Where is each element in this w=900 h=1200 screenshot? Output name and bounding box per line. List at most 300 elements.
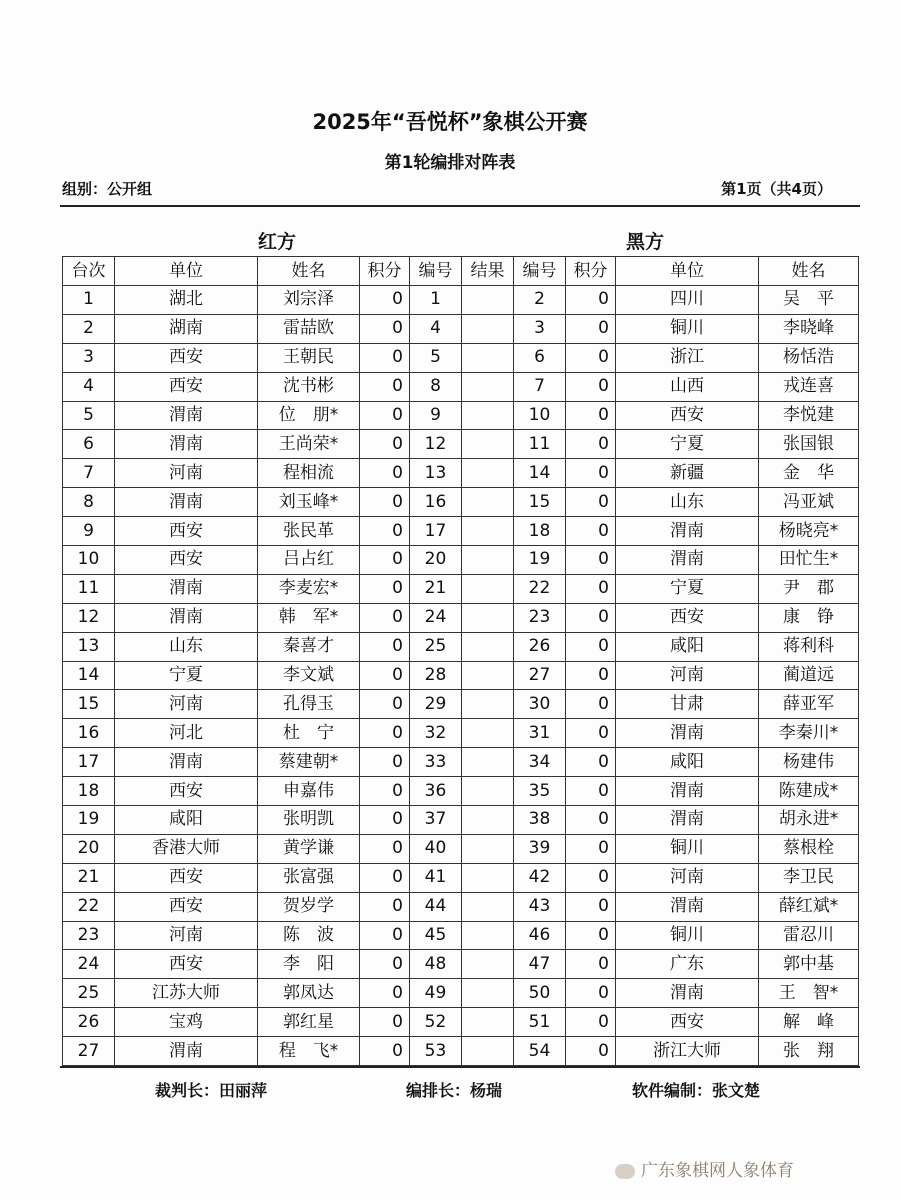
- cell-table-no: 7: [63, 459, 115, 488]
- cell-black-score: 0: [566, 719, 616, 748]
- cell-red-id: 16: [410, 488, 462, 517]
- cell-black-id: 42: [514, 863, 566, 892]
- cell-black-id: 35: [514, 777, 566, 806]
- cell-black-name: 李悦建: [759, 401, 859, 430]
- cell-red-name: 贺岁学: [258, 892, 360, 921]
- cell-black-unit: 宁夏: [616, 430, 759, 459]
- cell-result[interactable]: [462, 430, 514, 459]
- cell-black-id: 14: [514, 459, 566, 488]
- cell-black-score: 0: [566, 921, 616, 950]
- cell-black-id: 3: [514, 314, 566, 343]
- table-row: [63, 1008, 859, 1037]
- cell-black-unit: 浙江: [616, 343, 759, 372]
- table-row: [63, 661, 859, 690]
- cell-black-unit: 咸阳: [616, 632, 759, 661]
- cell-table-no: 6: [63, 430, 115, 459]
- cell-result[interactable]: [462, 459, 514, 488]
- cell-black-name: 金 华: [759, 459, 859, 488]
- cell-black-unit: 西安: [616, 1008, 759, 1037]
- cell-black-unit: 渭南: [616, 979, 759, 1008]
- cell-black-name: 薛亚军: [759, 690, 859, 719]
- cell-black-id: 2: [514, 286, 566, 315]
- cell-black-id: 47: [514, 950, 566, 979]
- cell-black-unit: 宁夏: [616, 574, 759, 603]
- cell-result[interactable]: [462, 950, 514, 979]
- cell-red-unit: 河南: [115, 921, 258, 950]
- cell-red-unit: 西安: [115, 546, 258, 575]
- wechat-icon: [615, 1164, 635, 1179]
- cell-black-score: 0: [566, 1008, 616, 1037]
- cell-black-unit: 渭南: [616, 517, 759, 546]
- cell-red-id: 9: [410, 401, 462, 430]
- cell-black-unit: 渭南: [616, 777, 759, 806]
- cell-red-id: 40: [410, 834, 462, 863]
- cell-table-no: 10: [63, 546, 115, 575]
- cell-table-no: 20: [63, 834, 115, 863]
- cell-red-unit: 宝鸡: [115, 1008, 258, 1037]
- cell-table-no: 4: [63, 372, 115, 401]
- table-row: [63, 690, 859, 719]
- col-header-black-unit: 单位: [616, 257, 759, 286]
- cell-black-id: 19: [514, 546, 566, 575]
- cell-black-name: 胡永进*: [759, 806, 859, 835]
- cell-black-unit: 山西: [616, 372, 759, 401]
- cell-result[interactable]: [462, 343, 514, 372]
- cell-black-name: 蔡根栓: [759, 834, 859, 863]
- cell-black-unit: 铜川: [616, 921, 759, 950]
- table-row: [63, 719, 859, 748]
- cell-result[interactable]: [462, 488, 514, 517]
- cell-red-id: 36: [410, 777, 462, 806]
- cell-black-name: 戎连喜: [759, 372, 859, 401]
- cell-result[interactable]: [462, 603, 514, 632]
- table-row: [63, 892, 859, 921]
- cell-black-unit: 甘肃: [616, 690, 759, 719]
- page-title: 2025年“吾悦杯”象棋公开赛: [312, 110, 588, 134]
- table-row: [63, 546, 859, 575]
- cell-red-score: 0: [360, 517, 410, 546]
- cell-red-score: 0: [360, 834, 410, 863]
- cell-red-name: 陈 波: [258, 921, 360, 950]
- cell-black-id: 6: [514, 343, 566, 372]
- cell-red-score: 0: [360, 372, 410, 401]
- cell-table-no: 23: [63, 921, 115, 950]
- cell-table-no: 1: [63, 286, 115, 315]
- cell-black-id: 11: [514, 430, 566, 459]
- cell-black-score: 0: [566, 401, 616, 430]
- chief-referee: 裁判长：田丽萍: [155, 1081, 268, 1100]
- cell-red-score: 0: [360, 806, 410, 835]
- page-subtitle: 第1轮编排对阵表: [384, 153, 516, 173]
- cell-red-unit: 河北: [115, 719, 258, 748]
- cell-red-score: 0: [360, 892, 410, 921]
- cell-result[interactable]: [462, 719, 514, 748]
- cell-black-id: 31: [514, 719, 566, 748]
- table-row: [63, 979, 859, 1008]
- cell-black-id: 34: [514, 748, 566, 777]
- cell-table-no: 3: [63, 343, 115, 372]
- cell-red-name: 沈书彬: [258, 372, 360, 401]
- table-row: [63, 430, 859, 459]
- cell-red-id: 21: [410, 574, 462, 603]
- cell-red-name: 程相流: [258, 459, 360, 488]
- cell-table-no: 19: [63, 806, 115, 835]
- cell-black-unit: 新疆: [616, 459, 759, 488]
- cell-black-name: 杨晓亮*: [759, 517, 859, 546]
- table-row: [63, 777, 859, 806]
- cell-black-name: 张国银: [759, 430, 859, 459]
- cell-black-score: 0: [566, 603, 616, 632]
- cell-red-name: 孔得玉: [258, 690, 360, 719]
- cell-black-id: 22: [514, 574, 566, 603]
- cell-result[interactable]: [462, 892, 514, 921]
- cell-red-unit: 西安: [115, 343, 258, 372]
- cell-black-unit: 渭南: [616, 546, 759, 575]
- cell-red-name: 蔡建朝*: [258, 748, 360, 777]
- cell-red-unit: 咸阳: [115, 806, 258, 835]
- cell-black-name: 吴 平: [759, 286, 859, 315]
- cell-red-name: 吕占红: [258, 546, 360, 575]
- col-header-red-name: 姓名: [258, 257, 360, 286]
- cell-black-score: 0: [566, 979, 616, 1008]
- cell-table-no: 17: [63, 748, 115, 777]
- cell-table-no: 2: [63, 314, 115, 343]
- cell-black-score: 0: [566, 632, 616, 661]
- cell-red-id: 25: [410, 632, 462, 661]
- cell-red-score: 0: [360, 401, 410, 430]
- cell-result[interactable]: [462, 314, 514, 343]
- page-info: 第1页（共4页）: [721, 180, 832, 198]
- cell-red-id: 32: [410, 719, 462, 748]
- cell-red-id: 52: [410, 1008, 462, 1037]
- cell-red-name: 刘玉峰*: [258, 488, 360, 517]
- cell-red-unit: 渭南: [115, 488, 258, 517]
- cell-table-no: 16: [63, 719, 115, 748]
- cell-table-no: 11: [63, 574, 115, 603]
- col-header-table-no: 台次: [63, 257, 115, 286]
- cell-red-score: 0: [360, 1008, 410, 1037]
- table-row: [63, 921, 859, 950]
- cell-result[interactable]: [462, 863, 514, 892]
- cell-red-id: 8: [410, 372, 462, 401]
- cell-black-id: 51: [514, 1008, 566, 1037]
- cell-black-score: 0: [566, 892, 616, 921]
- cell-table-no: 5: [63, 401, 115, 430]
- cell-red-name: 郭凤达: [258, 979, 360, 1008]
- cell-black-score: 0: [566, 748, 616, 777]
- cell-red-score: 0: [360, 488, 410, 517]
- cell-red-unit: 香港大师: [115, 834, 258, 863]
- cell-red-score: 0: [360, 603, 410, 632]
- cell-black-name: 李晓峰: [759, 314, 859, 343]
- cell-result[interactable]: [462, 777, 514, 806]
- cell-red-id: 13: [410, 459, 462, 488]
- table-row: [63, 314, 859, 343]
- cell-result[interactable]: [462, 921, 514, 950]
- cell-red-name: 李 阳: [258, 950, 360, 979]
- col-header-red-score: 积分: [360, 257, 410, 286]
- cell-red-id: 48: [410, 950, 462, 979]
- col-header-black-id: 编号: [514, 257, 566, 286]
- cell-black-name: 冯亚斌: [759, 488, 859, 517]
- cell-red-score: 0: [360, 863, 410, 892]
- table-row: [63, 517, 859, 546]
- cell-table-no: 24: [63, 950, 115, 979]
- cell-result[interactable]: [462, 546, 514, 575]
- cell-black-score: 0: [566, 950, 616, 979]
- cell-black-name: 李卫民: [759, 863, 859, 892]
- cell-red-unit: 西安: [115, 372, 258, 401]
- cell-red-name: 李麦宏*: [258, 574, 360, 603]
- group-label: 组别：公开组: [62, 180, 153, 198]
- cell-black-name: 李秦川*: [759, 719, 859, 748]
- cell-red-unit: 渭南: [115, 401, 258, 430]
- cell-red-score: 0: [360, 921, 410, 950]
- watermark: [615, 1156, 794, 1181]
- cell-red-name: 张民革: [258, 517, 360, 546]
- cell-red-score: 0: [360, 690, 410, 719]
- cell-red-score: 0: [360, 1037, 410, 1066]
- cell-black-score: 0: [566, 314, 616, 343]
- cell-black-score: 0: [566, 806, 616, 835]
- cell-black-score: 0: [566, 343, 616, 372]
- cell-red-score: 0: [360, 546, 410, 575]
- table-row: [63, 574, 859, 603]
- table-row: [63, 863, 859, 892]
- cell-result[interactable]: [462, 690, 514, 719]
- cell-result[interactable]: [462, 401, 514, 430]
- cell-black-unit: 广东: [616, 950, 759, 979]
- cell-result[interactable]: [462, 979, 514, 1008]
- cell-red-unit: 渭南: [115, 574, 258, 603]
- cell-red-score: 0: [360, 459, 410, 488]
- col-header-red-unit: 单位: [115, 257, 258, 286]
- cell-black-score: 0: [566, 517, 616, 546]
- cell-red-unit: 渭南: [115, 603, 258, 632]
- cell-red-name: 位 朋*: [258, 401, 360, 430]
- cell-black-id: 18: [514, 517, 566, 546]
- cell-red-name: 张明凯: [258, 806, 360, 835]
- table-row: [63, 1037, 859, 1066]
- col-header-result: 结果: [462, 257, 514, 286]
- cell-black-unit: 铜川: [616, 314, 759, 343]
- cell-result[interactable]: [462, 632, 514, 661]
- cell-black-score: 0: [566, 690, 616, 719]
- cell-black-id: 7: [514, 372, 566, 401]
- cell-red-unit: 湖南: [115, 314, 258, 343]
- cell-black-unit: 四川: [616, 286, 759, 315]
- cell-red-score: 0: [360, 777, 410, 806]
- col-header-black-name: 姓名: [759, 257, 859, 286]
- cell-red-name: 张富强: [258, 863, 360, 892]
- cell-black-name: 薛红斌*: [759, 892, 859, 921]
- cell-table-no: 12: [63, 603, 115, 632]
- cell-result[interactable]: [462, 372, 514, 401]
- cell-table-no: 14: [63, 661, 115, 690]
- cell-red-name: 秦喜才: [258, 632, 360, 661]
- table-row: [63, 459, 859, 488]
- cell-red-id: 44: [410, 892, 462, 921]
- cell-result[interactable]: [462, 1037, 514, 1066]
- cell-black-name: 杨恬浩: [759, 343, 859, 372]
- watermark-text: 广东象棋网人象体育: [641, 1161, 794, 1181]
- table-row: [63, 343, 859, 372]
- cell-red-name: 杜 宁: [258, 719, 360, 748]
- cell-black-unit: 山东: [616, 488, 759, 517]
- col-header-black-score: 积分: [566, 257, 616, 286]
- cell-black-name: 雷忍川: [759, 921, 859, 950]
- cell-red-id: 1: [410, 286, 462, 315]
- cell-black-score: 0: [566, 1037, 616, 1066]
- cell-black-score: 0: [566, 372, 616, 401]
- cell-red-id: 37: [410, 806, 462, 835]
- table-row: [63, 603, 859, 632]
- cell-black-id: 23: [514, 603, 566, 632]
- cell-red-name: 韩 军*: [258, 603, 360, 632]
- cell-black-score: 0: [566, 488, 616, 517]
- cell-red-unit: 西安: [115, 517, 258, 546]
- cell-black-name: 王 智*: [759, 979, 859, 1008]
- cell-black-unit: 西安: [616, 401, 759, 430]
- cell-black-id: 15: [514, 488, 566, 517]
- table-row: [63, 748, 859, 777]
- black-side-heading: 黑方: [626, 231, 665, 253]
- cell-red-unit: 西安: [115, 777, 258, 806]
- header-divider: [60, 205, 860, 207]
- cell-black-name: 尹 郡: [759, 574, 859, 603]
- cell-black-name: 杨建伟: [759, 748, 859, 777]
- cell-red-score: 0: [360, 343, 410, 372]
- cell-black-name: 解 峰: [759, 1008, 859, 1037]
- cell-black-id: 10: [514, 401, 566, 430]
- cell-result[interactable]: [462, 661, 514, 690]
- table-row: [63, 488, 859, 517]
- cell-table-no: 9: [63, 517, 115, 546]
- cell-red-score: 0: [360, 979, 410, 1008]
- software-credit: 软件编制：张文楚: [632, 1081, 761, 1100]
- cell-red-score: 0: [360, 748, 410, 777]
- cell-black-name: 田忙生*: [759, 546, 859, 575]
- cell-red-id: 49: [410, 979, 462, 1008]
- cell-black-unit: 西安: [616, 603, 759, 632]
- cell-black-name: 郭中基: [759, 950, 859, 979]
- cell-red-id: 20: [410, 546, 462, 575]
- cell-black-unit: 浙江大师: [616, 1037, 759, 1066]
- table-row: [63, 401, 859, 430]
- cell-black-score: 0: [566, 546, 616, 575]
- cell-table-no: 25: [63, 979, 115, 1008]
- cell-red-score: 0: [360, 661, 410, 690]
- table-row: [63, 372, 859, 401]
- cell-black-id: 27: [514, 661, 566, 690]
- cell-red-unit: 渭南: [115, 1037, 258, 1066]
- cell-result[interactable]: [462, 286, 514, 315]
- cell-black-unit: 铜川: [616, 834, 759, 863]
- cell-black-unit: 河南: [616, 661, 759, 690]
- cell-red-name: 王尚荣*: [258, 430, 360, 459]
- cell-black-id: 30: [514, 690, 566, 719]
- cell-red-score: 0: [360, 574, 410, 603]
- footer-divider: [60, 1066, 860, 1068]
- cell-red-id: 24: [410, 603, 462, 632]
- cell-red-id: 12: [410, 430, 462, 459]
- cell-red-name: 王朝民: [258, 343, 360, 372]
- cell-red-unit: 西安: [115, 892, 258, 921]
- cell-black-id: 54: [514, 1037, 566, 1066]
- cell-red-name: 郭红星: [258, 1008, 360, 1037]
- cell-red-id: 4: [410, 314, 462, 343]
- cell-red-unit: 西安: [115, 863, 258, 892]
- cell-black-name: 蒋利科: [759, 632, 859, 661]
- cell-red-score: 0: [360, 286, 410, 315]
- cell-black-id: 46: [514, 921, 566, 950]
- cell-black-id: 39: [514, 834, 566, 863]
- cell-red-name: 雷喆欧: [258, 314, 360, 343]
- cell-red-id: 5: [410, 343, 462, 372]
- cell-red-name: 黄学谦: [258, 834, 360, 863]
- cell-black-id: 50: [514, 979, 566, 1008]
- cell-black-unit: 河南: [616, 863, 759, 892]
- cell-red-unit: 西安: [115, 950, 258, 979]
- cell-black-score: 0: [566, 863, 616, 892]
- cell-black-score: 0: [566, 286, 616, 315]
- cell-result[interactable]: [462, 748, 514, 777]
- cell-result[interactable]: [462, 806, 514, 835]
- cell-black-id: 38: [514, 806, 566, 835]
- cell-red-unit: 湖北: [115, 286, 258, 315]
- cell-red-unit: 河南: [115, 690, 258, 719]
- cell-result[interactable]: [462, 517, 514, 546]
- col-header-red-id: 编号: [410, 257, 462, 286]
- cell-black-unit: 渭南: [616, 719, 759, 748]
- cell-table-no: 26: [63, 1008, 115, 1037]
- cell-red-id: 53: [410, 1037, 462, 1066]
- cell-red-score: 0: [360, 314, 410, 343]
- cell-black-score: 0: [566, 834, 616, 863]
- cell-black-unit: 渭南: [616, 806, 759, 835]
- cell-black-name: 张 翔: [759, 1037, 859, 1066]
- cell-black-score: 0: [566, 459, 616, 488]
- cell-result[interactable]: [462, 1008, 514, 1037]
- cell-result[interactable]: [462, 834, 514, 863]
- table-row: [63, 286, 859, 315]
- cell-red-id: 45: [410, 921, 462, 950]
- cell-black-name: 蔺道远: [759, 661, 859, 690]
- cell-red-unit: 渭南: [115, 748, 258, 777]
- cell-red-id: 41: [410, 863, 462, 892]
- cell-red-id: 17: [410, 517, 462, 546]
- cell-black-score: 0: [566, 430, 616, 459]
- cell-table-no: 13: [63, 632, 115, 661]
- table-row: [63, 632, 859, 661]
- cell-red-id: 29: [410, 690, 462, 719]
- cell-table-no: 27: [63, 1037, 115, 1066]
- cell-red-unit: 河南: [115, 459, 258, 488]
- cell-result[interactable]: [462, 574, 514, 603]
- chief-arranger: 编排长：杨瑞: [406, 1081, 503, 1100]
- cell-black-name: 陈建成*: [759, 777, 859, 806]
- cell-black-score: 0: [566, 661, 616, 690]
- cell-black-score: 0: [566, 777, 616, 806]
- cell-red-name: 刘宗泽: [258, 286, 360, 315]
- table-row: [63, 834, 859, 863]
- cell-red-score: 0: [360, 632, 410, 661]
- cell-red-score: 0: [360, 719, 410, 748]
- cell-red-name: 李文斌: [258, 661, 360, 690]
- cell-red-unit: 江苏大师: [115, 979, 258, 1008]
- table-row: [63, 950, 859, 979]
- cell-red-unit: 宁夏: [115, 661, 258, 690]
